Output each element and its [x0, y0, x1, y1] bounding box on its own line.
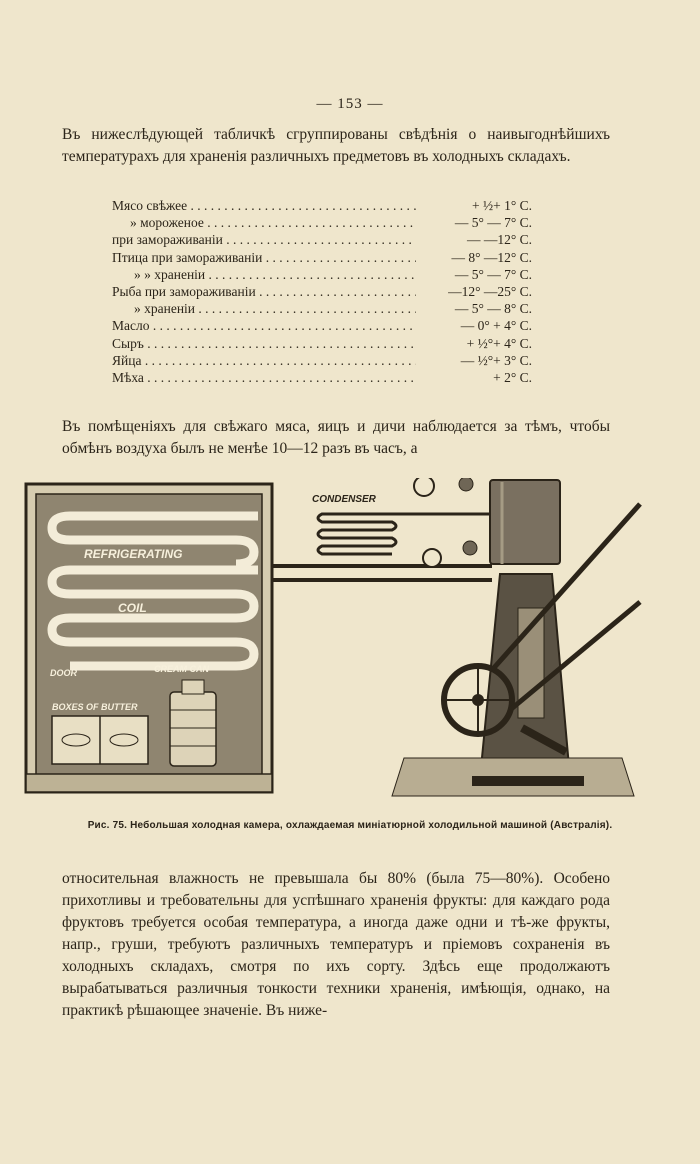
- table-item-name: Мясо свѣжее . . .: [112, 197, 416, 214]
- door-label: DOOR: [50, 668, 77, 678]
- paragraph-intro: Въ нижеслѣдующей табличкѣ сгруппированы свѣдѣнія о наивыгоднѣйшихъ температурахъ для храненія различныхъ предметовъ въ холодныхъ складахъ.: [62, 126, 610, 165]
- coil-label: COIL: [118, 601, 147, 615]
- table-item-value: — ½°+ 3° С.: [416, 352, 532, 369]
- chamber-base: [26, 774, 272, 792]
- table-item-name: Яйца . . .: [112, 352, 416, 369]
- figure-caption: Рис. 75. Небольшая холодная камера, охлаждаемая миніатюрной холодильной машиной (Австралія).: [87, 820, 613, 831]
- table-item-name: Рыба при замораживаніи . . .: [112, 283, 416, 300]
- table-item-value: — 5° — 7° С.: [416, 214, 532, 231]
- condenser-label: CONDENSER: [312, 494, 376, 505]
- cream-can: [170, 692, 216, 766]
- refrigerator-illustration: [22, 478, 642, 808]
- table-item-name: Масло . . .: [112, 317, 416, 334]
- table-item-name: » » храненіи . . .: [112, 266, 416, 283]
- table-row: [112, 231, 532, 248]
- table-item-value: + ½+ 1° С.: [416, 197, 532, 214]
- table-row: [112, 214, 532, 231]
- temperature-table: [112, 197, 532, 386]
- valve-lower: [463, 541, 477, 555]
- table-item-value: + 2° С.: [416, 369, 532, 386]
- table-item-value: + ½°+ 4° С.: [416, 335, 532, 352]
- cream-can-label: CREAM CAN: [154, 664, 209, 674]
- table-item-name: при замораживаніи . . .: [112, 231, 416, 248]
- valve-upper: [459, 478, 473, 491]
- table-row: [112, 266, 532, 283]
- table-row: [112, 300, 532, 317]
- table-item-value: — 8° —12° С.: [416, 249, 532, 266]
- table-row: [112, 197, 532, 214]
- page-number: — 153 —: [316, 96, 384, 112]
- table-item-name: » храненіи . . .: [112, 300, 416, 317]
- table-row: [112, 283, 532, 300]
- table-item-value: — 5° — 8° С.: [416, 300, 532, 317]
- refrigerating-label: REFRIGERATING: [84, 547, 183, 561]
- pressure-gauge-lower: [423, 549, 441, 567]
- table-item-name: Сыръ . . .: [112, 335, 416, 352]
- table-row: [112, 335, 532, 352]
- paragraph-humidity: относительная влажность не превышала бы 80% (была 75—80%). Особено прихотливы и требовательны для успѣшнаго храненія фрукты: для каждаго рода фруктовъ требуется особая температура, а иногда даже одни и тѣ-же фрукты, напр., груши, требуютъ различныхъ температуръ и пріемовъ сохраненія въ холодныхъ складахъ, смотря по ихъ сорту. Здѣсь еще продолжаютъ вырабатываться различныя тонкости техники храненія, имѣющія, однако, на практикѣ рѣшающее значеніе. Въ ниже-: [62, 870, 610, 1019]
- paragraph-air-exchange: Въ помѣщеніяхъ для свѣжаго мяса, яицъ и дичи наблюдается за тѣмъ, чтобы обмѣнъ воздуха былъ не менѣе 10—12 разъ въ часъ, а: [62, 418, 610, 457]
- table-row: [112, 317, 532, 334]
- condenser-coil: [318, 514, 396, 554]
- pressure-gauge-upper: [414, 478, 434, 496]
- table-row: [112, 369, 532, 386]
- table-item-value: — 0° + 4° С.: [416, 317, 532, 334]
- machine-base: [472, 776, 584, 786]
- table-row: [112, 249, 532, 266]
- table-item-name: Мѣха . . .: [112, 369, 416, 386]
- table-item-value: — —12° С.: [416, 231, 532, 248]
- boxes-label: BOXES OF BUTTER: [52, 702, 138, 712]
- table-item-value: — 5° — 7° С.: [416, 266, 532, 283]
- table-item-name: » мороженое . . .: [112, 214, 416, 231]
- table-item-value: —12° —25° С.: [416, 283, 532, 300]
- table-item-name: Птица при замораживаніи . . .: [112, 249, 416, 266]
- table-row: [112, 352, 532, 369]
